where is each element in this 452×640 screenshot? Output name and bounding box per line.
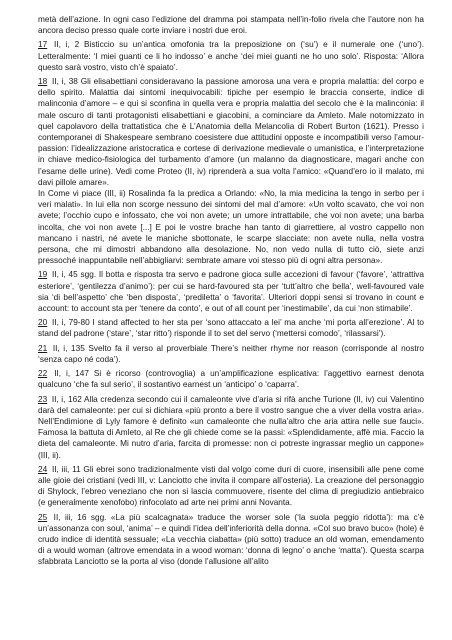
note-number[interactable]: 25 xyxy=(38,512,48,522)
note-18 xyxy=(38,76,424,188)
note-text: II, i, 79-80 I stand affected to her sta per ‘sono attaccato a lei’ ma anche ‘mi porta all’erezione’. Al to stand del padrone (‘stare’, ‘star ritto’) risponde il to set del servo (‘mettersi comodo’, ‘rilassarsi’). xyxy=(38,318,425,339)
note-19 xyxy=(38,269,424,314)
note-number[interactable]: 24 xyxy=(38,464,48,474)
note-22 xyxy=(38,368,424,390)
note-text: II, i, 2 Bisticcio su un’antica omofonia tra la preposizione on (‘su’) e il numerale one (‘uno’). Letteralmente: ‘I miei guanti ce li ho indosso’ e anche ‘dei miei guanti ne ho uno solo’. Risposta: ‘Allora questo sarà vostro, visto ch’è spaiato’. xyxy=(38,40,424,72)
note-text: II, iii, 11 Gli ebrei sono tradizionalmente visti dal volgo come duri di cuore, insensibili alle pene come alle gioie dei cristiani (vedi III, v: Lanciotto che invita il compare all’osteria). La creazione del personaggio di Shylock, l’ebreo veneziano che non si lascia commuovere, risente del clima di pregiudizio antiebraico (e generalmente xenofobo) rinfocolato ad arte nei primi anni Novanta. xyxy=(38,464,425,508)
note-21 xyxy=(38,343,424,365)
note-number[interactable]: 18 xyxy=(38,77,48,87)
note-25 xyxy=(38,512,424,568)
note-text: II, i, 162 Alla credenza secondo cui il camaleonte vive d’aria si rifà anche Turione (II, iv) cui Valentino darà del camaleonte: per cui si dichiara «più pronto a bere il vostro sangue che a viver della vostra aria». Nell’Endimione di Lyly famore è definito «un camaleonte che nulla’altro che aria attira nelle sue fauci». Famosa la battuta di Amleto, al Re che gli chiede come se la passi: «Splendidamente, affè mia. Faccio la dieta del camaleonte. Mi nutro d’aria, farcita di promesse: non ci potreste ingrassar meglio un cappone» (III, ii). xyxy=(38,394,424,460)
note-number[interactable]: 20 xyxy=(38,318,48,328)
note-number[interactable]: 23 xyxy=(38,394,48,404)
note-20 xyxy=(38,317,424,339)
note-number[interactable]: 19 xyxy=(38,270,48,280)
note-number[interactable]: 21 xyxy=(38,343,48,353)
note-23 xyxy=(38,394,424,461)
note-number[interactable]: 17 xyxy=(38,40,48,50)
document-page xyxy=(38,14,424,571)
note-text: II, i, 135 Svelto fa il verso al proverbiale There’s neither rhyme nor reason (corrisponde al nostro ‘senza capo né coda’). xyxy=(38,343,424,364)
note-number[interactable]: 22 xyxy=(38,369,48,379)
note-18-continuation: In Come vi piace (III, ii) Rosalinda fa la predica a Orlando: «No, la mia medicina la tengo in serbo per i veri malati». In lui ella non scorge nessuno dei sintomi del mal d’amore: «Un volto scavato, che voi non avete; l’occhio cupo e infossato, che voi non avete; un umore intrattabile, che voi non avete; una barba incolta, che voi non avete [...] E poi le vostre brache han tanto di giarrettiere, al vostro cappello non mancano i nastri, né avete le maniche sbottonate, le scarpe slacciate: non avete nulla, nella vostra persona, che mi dimostri abbandono alla desolazione. No, non vedo nulla di tutto ciò, siete anzi pressoché inappuntabile nell’abbigliarvi: sembrate amare voi stesso più di ogni altra persona». xyxy=(38,189,424,266)
note-17 xyxy=(38,39,424,73)
intro-paragraph: metà dell’azione. In ogni caso l’edizione del dramma poi stampata nell’in-folio rivela che l’autore non ha ancora deciso presso quale corte inviare i nostri due eroi. xyxy=(38,15,424,36)
note-text: II, i, 38 Gli elisabettiani consideravano la passione amorosa una vera e propria malattia: del corpo e dello spirito. Malattia dai sintomi inequivocabili: tipiche per esempio le braccia conserte, indice di malinconia d’amore – e qui si sconfina in quella vera e propria malattia del secolo che è la malinconia: il male oscuro di tanti protagonisti elisabettiani e giacobini, a cominciare da Amleto. Male notomizzato in quel capolavoro della trattatistica che è L’Anatomia della Melancolia di Robert Burton (1621). Presso i contemporanei di Shakespeare sembrano coesistere due attitudini opposte e incompatibili verso l’amour-passion: l’idealizzazione aristocratica e cortese di derivazione medievale o umanistica, e l’interpretazione in chiave medico-fisiologica del turbamento d’amore (un malanno da diagnosticare, magari anche con l’esame delle urine). Vedi come Proteo (II, iv) riprenderà a sua volta l’amico: «Quand’ero io il malato, mi davi pillole amare». xyxy=(38,77,424,187)
note-text: II, i, 147 Si è ricorso (controvoglia) a un’amplificazione esplicativa: l’aggettivo earnest denota qualcuno ‘che fa sul serio’, il sostantivo earnest un ‘anticipo’ o ‘caparra’. xyxy=(38,369,425,390)
note-text: II, i, 45 sgg. Il botta e risposta tra servo e padrone gioca sulle accezioni di favour (‘favore’, ‘attrattiva esteriore’, ‘gentilezza d’animo’): per cui se hard-favoured sta per ‘tutt’altro che bella’, well-favoured vale sia ‘di bell’aspetto’ che ‘ben disposta’, ‘prediletta’ o ‘favorita’. Ulteriori doppi sensi si trovano in count e account: to account sta per ‘tenere da conto’, e out of all count per ‘inestimabile’, da cui ‘non stimabile’. xyxy=(38,270,425,314)
note-24 xyxy=(38,464,424,509)
note-text: II, iii, 16 sgg. «La più scalcagnata» traduce the worser sole (‘la suola peggio ridotta’): ma c’è un’assonanza con soul, ‘anima’ – e quindi l’idea dell’inferiorità della donna. «Col suo bravo buco» (hole) è crudo indice di identità sessuale; «La vecchia ciabatta» (più sotto) traduce an old woman, emendamento di a would woman (altrove emendata in a wood woman: ‘donna di legno’ o anche ‘matta’). Questa scarpa sfabbrata Lanciotto se la porta al viso (donde l’allusione all’alito xyxy=(38,512,425,567)
